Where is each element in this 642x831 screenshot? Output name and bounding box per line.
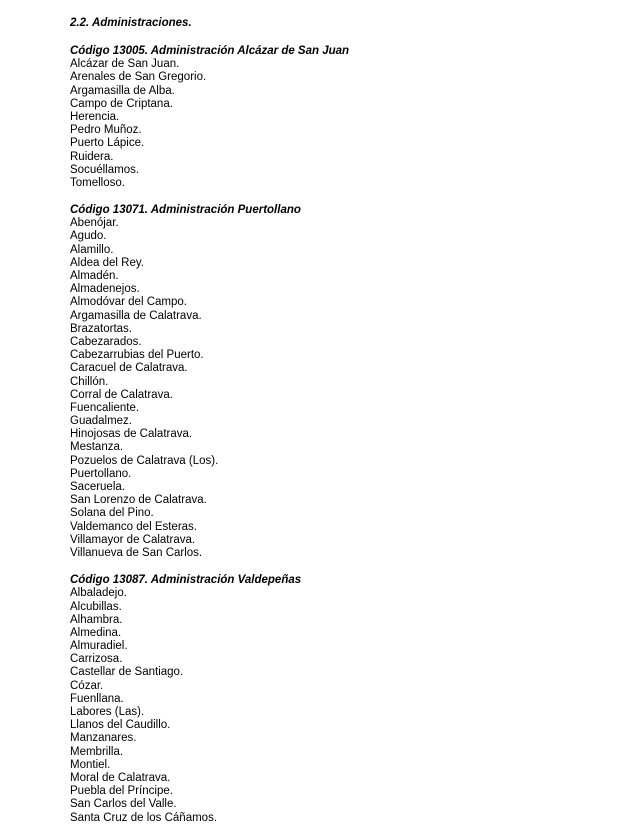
list-item: Almadenejos. bbox=[70, 283, 140, 296]
list-item: Hinojosas de Calatrava. bbox=[70, 428, 193, 441]
list-item: Cabezarrubias del Puerto. bbox=[70, 349, 204, 362]
list-item: Alhambra. bbox=[70, 613, 123, 626]
list-item: Almedina. bbox=[70, 626, 122, 639]
list-item: Saceruela. bbox=[70, 481, 125, 493]
list-item: Abenójar. bbox=[70, 217, 119, 230]
list-item: Herencia. bbox=[70, 110, 120, 123]
list-item: Membrilla. bbox=[70, 745, 124, 758]
list-item: Pedro Muñoz. bbox=[70, 124, 142, 137]
list-item: Pozuelos de Calatrava (Los). bbox=[70, 454, 219, 467]
list-item: Argamasilla de Calatrava. bbox=[70, 309, 202, 322]
list-item: Almuradiel. bbox=[70, 640, 128, 653]
list-item: Ruidera. bbox=[70, 150, 114, 163]
list-item: Solana del Pino. bbox=[70, 507, 154, 520]
town-list bbox=[70, 58, 630, 190]
list-item: Puertollano. bbox=[70, 467, 132, 480]
list-item: Fuenllana. bbox=[70, 692, 124, 705]
list-item: San Lorenzo de Calatrava. bbox=[70, 494, 207, 507]
list-item: Albaladejo. bbox=[70, 587, 127, 600]
list-item: Socuéllamos. bbox=[70, 163, 140, 176]
list-item: Montiel. bbox=[70, 758, 111, 771]
list-item: Puerto Lápice. bbox=[70, 137, 145, 150]
list-item: Labores (Las). bbox=[70, 706, 145, 718]
list-item: Campo de Criptana. bbox=[70, 97, 173, 110]
group-title: Código 13005. Administración Alcázar de San Juan bbox=[70, 45, 350, 57]
list-item: Moral de Calatrava. bbox=[70, 771, 171, 784]
list-item: Santa Cruz de los Cáñamos. bbox=[70, 811, 218, 824]
list-item: Corral de Calatrava. bbox=[70, 388, 173, 401]
list-item: Alcázar de San Juan. bbox=[70, 58, 180, 71]
list-item: Agudo. bbox=[70, 230, 107, 243]
list-item: Castellar de Santiago. bbox=[70, 666, 184, 679]
town-list bbox=[70, 587, 630, 824]
list-item: Guadalmez. bbox=[70, 415, 133, 428]
list-item: Manzanares. bbox=[70, 732, 137, 745]
list-item: Arenales de San Gregorio. bbox=[70, 71, 207, 84]
list-item: Tomelloso. bbox=[70, 176, 125, 189]
section-title: 2.2. Administraciones. bbox=[70, 17, 192, 29]
administration-valdepenas bbox=[70, 574, 630, 825]
list-item: Fuencaliente. bbox=[70, 401, 140, 414]
list-item: Mestanza. bbox=[70, 441, 124, 454]
list-item: Brazatortas. bbox=[70, 322, 132, 335]
list-item: Aldea del Rey. bbox=[70, 256, 144, 269]
list-item: Caracuel de Calatrava. bbox=[70, 362, 188, 375]
document-page bbox=[70, 16, 630, 825]
group-title: Código 13087. Administración Valdepeñas bbox=[70, 574, 302, 587]
town-list bbox=[70, 217, 630, 560]
list-item: Alcubillas. bbox=[70, 600, 122, 613]
list-item: Villanueva de San Carlos. bbox=[70, 546, 203, 559]
list-item: Almadén. bbox=[70, 270, 119, 282]
list-item: Llanos del Caudillo. bbox=[70, 719, 171, 732]
list-item: Carrizosa. bbox=[70, 653, 123, 666]
list-item: Cabezarados. bbox=[70, 335, 142, 348]
list-item: Cózar. bbox=[70, 679, 104, 692]
list-item: Almodóvar del Campo. bbox=[70, 296, 187, 309]
list-item: San Carlos del Valle. bbox=[70, 798, 177, 811]
list-item: Puebla del Príncipe. bbox=[70, 785, 173, 798]
list-item: Chillón. bbox=[70, 375, 109, 388]
administration-puertollano bbox=[70, 204, 630, 560]
list-item: Valdemanco del Esteras. bbox=[70, 520, 197, 533]
group-title: Código 13071. Administración Puertollano bbox=[70, 204, 301, 217]
list-item: Alamillo. bbox=[70, 243, 114, 256]
list-item: Argamasilla de Alba. bbox=[70, 84, 175, 97]
administration-alcazar bbox=[70, 45, 630, 190]
list-item: Villamayor de Calatrava. bbox=[70, 533, 196, 546]
